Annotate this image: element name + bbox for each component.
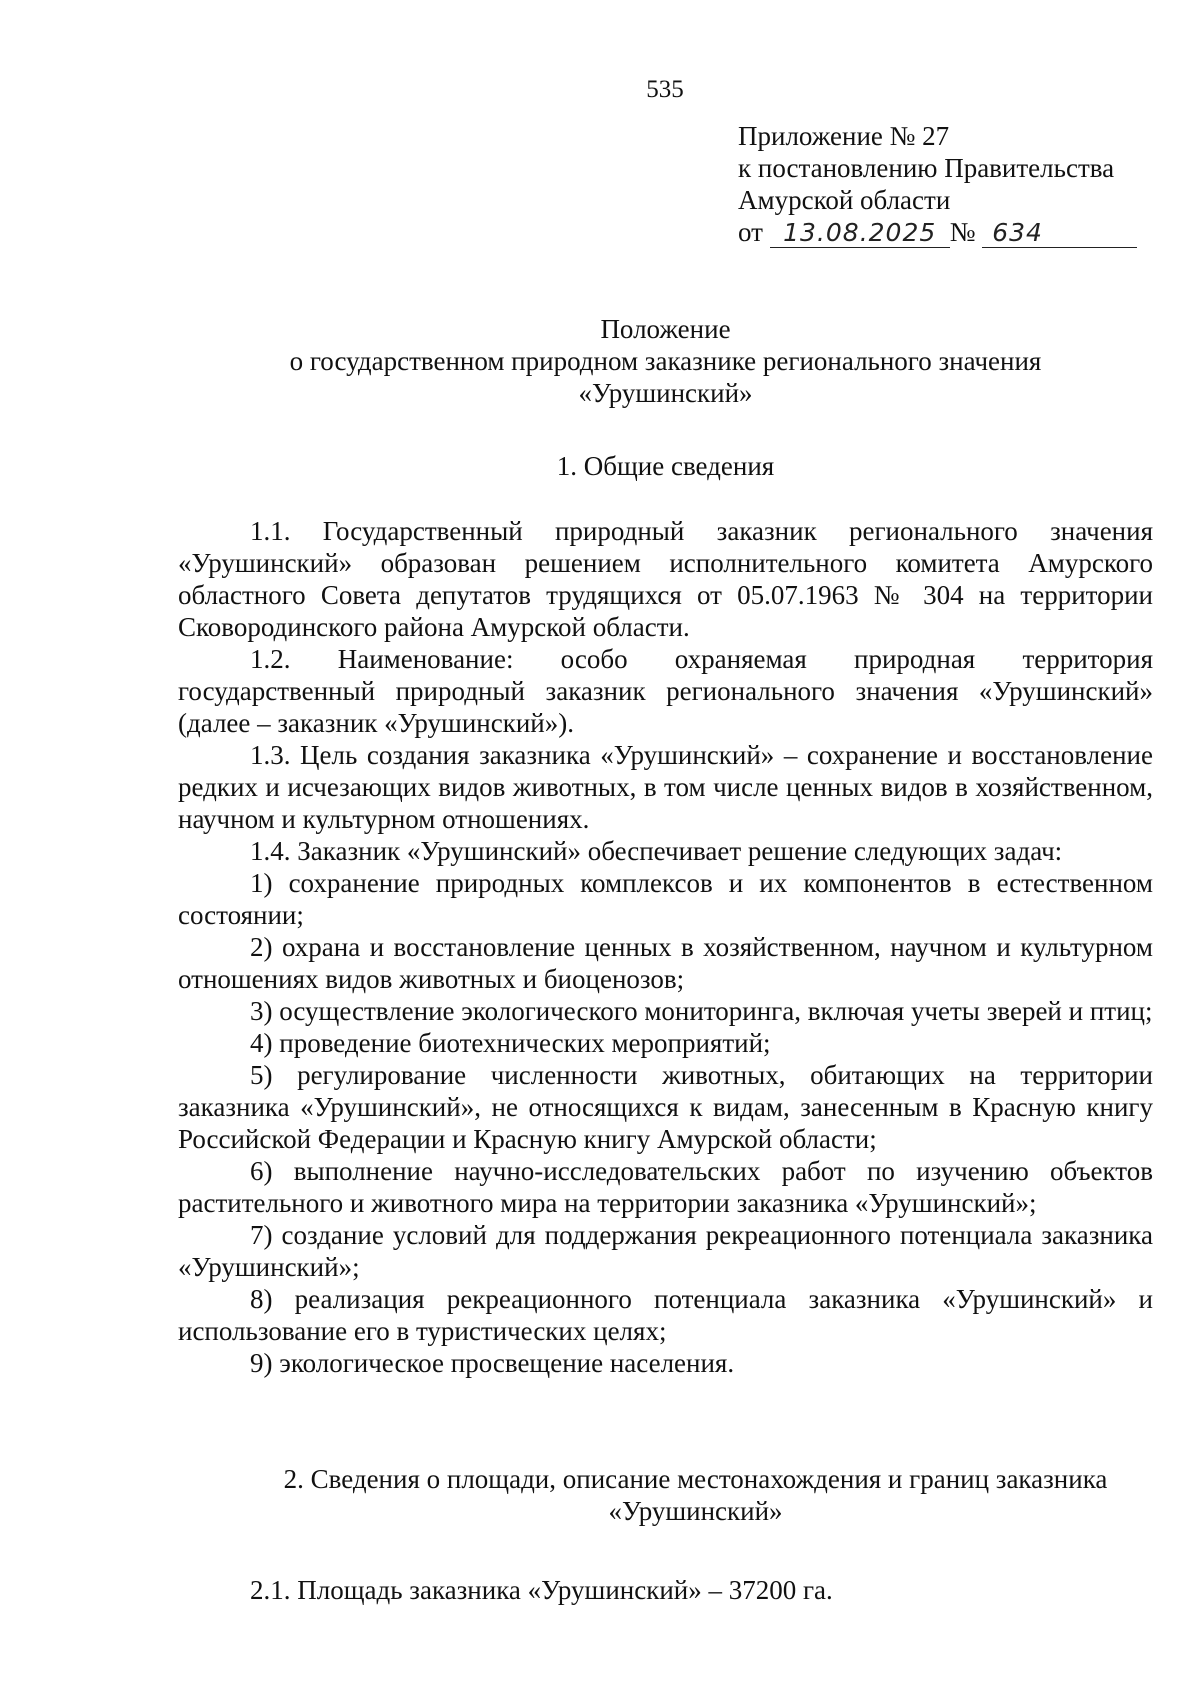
section-1-body [178,515,1153,1379]
number-label: № [949,217,976,247]
task-item-7: 7) создание условий для поддержания рекреационного потенциала заказника «Урушинский»; [178,1220,1153,1282]
section-2-heading-line-2: «Урушинский» [608,1496,783,1526]
appendix-line-3: Амурской области [738,185,951,215]
section-2-heading-line-1: 2. Сведения о площади, описание местонахождения и границ заказника [283,1464,1108,1494]
paragraph-1-2: 1.2. Наименование: особо охраняемая природная территория государственный природный заказник регионального значения «Урушинский» (далее – заказник «Урушинский»). [178,644,1153,738]
paragraph-1-3: 1.3. Цель создания заказника «Урушинский» – сохранение и восстановление редких и исчезающих видов животных, в том числе ценных видов в хозяйственном, научном и культурном отношениях. [178,740,1153,834]
task-item-2: 2) охрана и восстановление ценных в хозяйственном, научном и культурном отношениях видов животных и биоценозов; [178,932,1153,994]
handwritten-number: 634 [982,219,1137,248]
appendix-date-line [738,216,1137,248]
appendix-line-1: Приложение № 27 [738,121,950,151]
document-title [178,313,1153,409]
from-label: от [738,217,763,247]
task-item-8: 8) реализация рекреационного потенциала заказника «Урушинский» и использование его в туристических целях; [178,1284,1153,1346]
task-item-4: 4) проведение биотехнических мероприятий; [250,1028,771,1058]
paragraph-2-1: 2.1. Площадь заказника «Урушинский» – 37200 га. [250,1575,833,1605]
task-item-9: 9) экологическое просвещение населения. [250,1348,735,1378]
title-line-2: о государственном природном заказнике регионального значения [289,346,1042,376]
paragraph-1-1: 1.1. Государственный природный заказник регионального значения «Урушинский» образован решением исполнительного комитета Амурского областного Совета депутатов трудящихся от 05.07.1963 № 304 на территории Сковородинского района Амурской области. [178,516,1153,642]
task-item-3: 3) осуществление экологического мониторинга, включая учеты зверей и птиц; [250,996,1153,1026]
handwritten-date: 13.08.2025 [770,219,950,248]
task-item-6: 6) выполнение научно-исследовательских работ по изучению объектов растительного и животного мира на территории заказника «Урушинский»; [178,1156,1153,1218]
page-number: 535 [646,76,684,103]
appendix-header [738,120,1137,248]
task-item-5: 5) регулирование численности животных, обитающих на территории заказника «Урушинский», не относящихся к видам, занесенным в Красную книгу Российской Федерации и Красную книгу Амурской области; [178,1060,1153,1154]
paragraph-1-4: 1.4. Заказник «Урушинский» обеспечивает решение следующих задач: [250,836,1063,866]
title-line-3: «Урушинский» [578,378,753,408]
task-item-1: 1) сохранение природных комплексов и их компонентов в естественном состоянии; [178,868,1153,930]
title-line-1: Положение [600,314,731,344]
section-1-heading: 1. Общие сведения [556,451,775,481]
section-2-heading [178,1463,1153,1527]
appendix-line-2: к постановлению Правительства [738,153,1115,183]
